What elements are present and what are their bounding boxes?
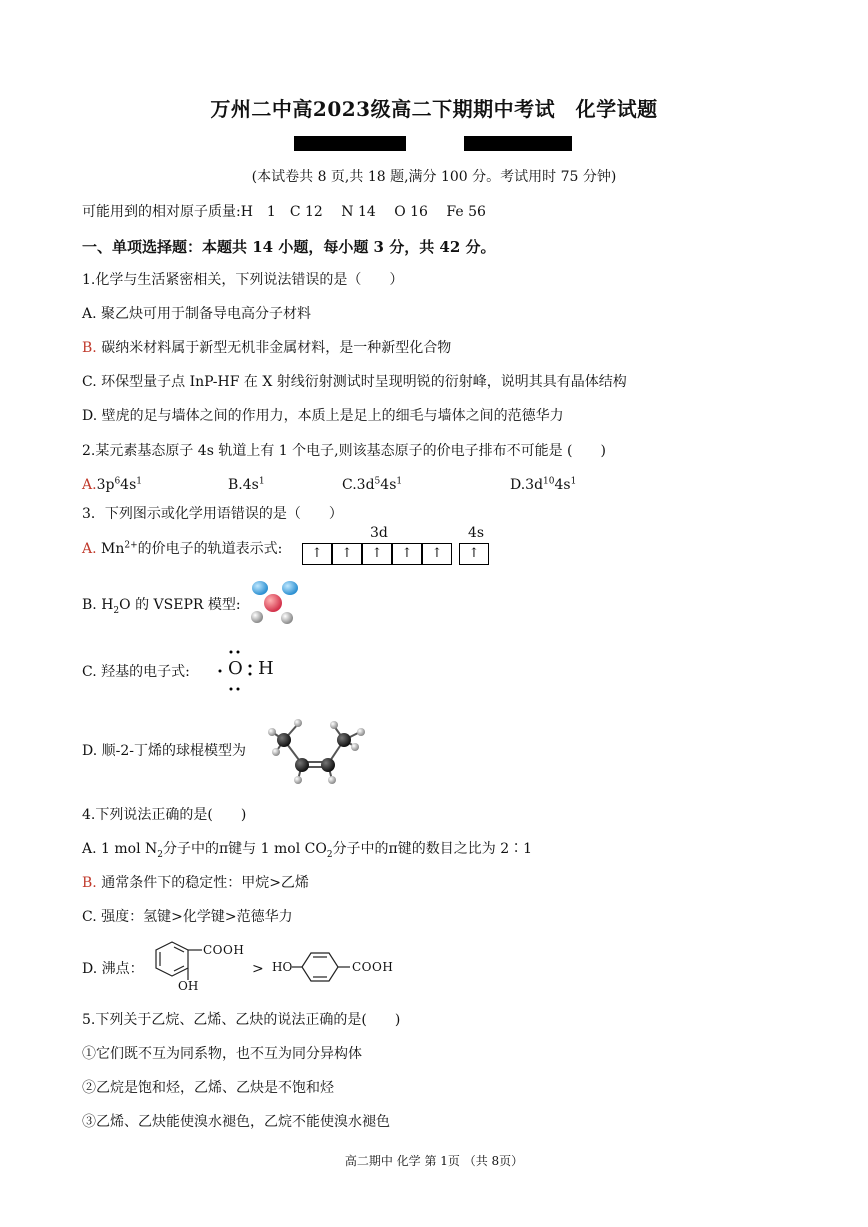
superscript: 1 (136, 476, 142, 487)
question-3-option-b (82, 596, 241, 614)
option-text: 的价电子的轨道表示式: (137, 541, 283, 557)
question-2-stem: 2.某元素基态原子 4s 轨道上有 1 个电子,则该基态原子的价电子排布不可能是 ( ) (82, 443, 606, 459)
superscript: 10 (543, 476, 555, 487)
para-hydroxybenzoic-acid-structure (292, 950, 352, 984)
question-1-option-b (82, 339, 451, 357)
cis-2-butene-model (262, 712, 370, 786)
option-letter: A. (82, 477, 97, 493)
question-4-stem: 4.下列说法正确的是( ) (82, 807, 247, 823)
option-text: Mn (96, 541, 125, 557)
question-4-option-b (82, 874, 309, 892)
option-text: 碳纳米材料属于新型无机非金属材料，是一种新型化合物 (96, 340, 452, 356)
orbital-label-4s: 4s (468, 525, 485, 541)
option-text: 分子中的π键的数目之比为 2∶1 (332, 841, 533, 857)
ho-label: HO (272, 960, 293, 974)
question-4-option-a (82, 840, 532, 858)
option-text: C.3d (342, 477, 375, 493)
hydroxyl-electron-formula (216, 646, 280, 694)
question-1-stem: 1.化学与生活紧密相关，下列说法错误的是（ ） (82, 272, 404, 288)
orbital-box: ↑ (332, 543, 362, 565)
oh-label: OH (178, 979, 199, 993)
question-2-option-c (342, 476, 402, 494)
option-text: B.4s (228, 477, 259, 493)
question-2-option-b (228, 476, 265, 494)
exam-info: (本试卷共 8 页,共 18 题,满分 100 分。考试用时 75 分钟) (251, 169, 617, 185)
question-5-stem: 5.下列关于乙烷、乙烯、乙炔的说法正确的是( ) (82, 1012, 401, 1028)
question-3-option-a (82, 540, 282, 558)
subscript: 2 (326, 849, 333, 860)
option-letter: B. (82, 340, 97, 356)
option-text: 3p (96, 477, 115, 493)
question-5-statement-1: ①它们既不互为同系物，也不互为同分异构体 (82, 1046, 362, 1062)
vsepr-model-image (246, 576, 306, 628)
superscript: 5 (374, 476, 381, 487)
superscript: 1 (396, 476, 403, 487)
section-heading: 一、单项选择题：本题共 14 小题，每小题 3 分，共 42 分。 (82, 238, 496, 256)
superscript: 1 (570, 476, 577, 487)
question-1-option-c: C. 环保型量子点 InP-HF 在 X 射线衍射测试时呈现明锐的衍射峰，说明其具有晶体结构 (82, 374, 627, 390)
question-1-option-a: A. 聚乙炔可用于制备导电高分子材料 (82, 306, 312, 322)
orbital-box: ↑ (459, 543, 489, 565)
superscript: 2+ (124, 540, 138, 551)
electron-dots (216, 646, 280, 694)
cooh-label: COOH (203, 943, 245, 957)
orbital-box: ↑ (362, 543, 392, 565)
question-3-stem: 3．下列图示或化学用语错误的是（ ） (82, 506, 343, 522)
question-3-option-d: D. 顺-2-丁烯的球棍模型为 (82, 743, 246, 759)
option-text: B. H (82, 597, 114, 613)
orbital-box: ↑ (422, 543, 452, 565)
orbital-box: ↑ (392, 543, 422, 565)
question-4-option-c: C. 强度：氢键>化学键>范德华力 (82, 909, 293, 925)
cooh-label: COOH (352, 960, 394, 974)
question-3-option-c: C. 羟基的电子式: (82, 664, 190, 680)
question-5-statement-2: ②乙烷是饱和烃，乙烯、乙炔是不饱和烃 (82, 1080, 334, 1096)
superscript: 6 (114, 476, 121, 487)
orbital-label-3d: 3d (370, 525, 388, 541)
question-5-statement-3: ③乙烯、乙炔能使溴水褪色，乙烷不能使溴水褪色 (82, 1114, 390, 1130)
option-text: O 的 VSEPR 模型: (119, 597, 241, 613)
redacted-id-bar (464, 136, 572, 151)
subscript: 2 (157, 849, 163, 860)
question-4-option-d: D. 沸点： (82, 961, 144, 977)
orbital-box: ↑ (302, 543, 332, 565)
oxygen-symbol: O (228, 658, 243, 679)
option-text: 4s (380, 477, 397, 493)
option-text: 分子中的π键与 1 mol CO (162, 841, 327, 857)
redacted-name-bar (294, 136, 406, 151)
option-text: D.3d (510, 477, 544, 493)
question-2-option-d (510, 476, 576, 494)
option-letter: B. (82, 875, 97, 891)
option-text: 通常条件下的稳定性：甲烷>乙烯 (96, 875, 309, 891)
option-text: A. 1 mol N (82, 841, 158, 857)
superscript: 1 (258, 476, 265, 487)
page-title: 万州二中高2023级高二下期期中考试 化学试题 (210, 97, 658, 121)
option-text: 4s (554, 477, 571, 493)
hydrogen-symbol: H (258, 658, 274, 679)
question-2-option-a (82, 476, 142, 494)
subscript: 2 (113, 605, 120, 616)
greater-than: > (252, 961, 264, 977)
atomic-masses: 可能用到的相对原子质量:H 1 C 12 N 14 O 16 Fe 56 (82, 204, 486, 220)
page-footer: 高二期中 化学 第 1页 （共 8页） (344, 1154, 524, 1168)
option-letter: A. (82, 541, 97, 557)
option-text: 4s (120, 477, 137, 493)
question-1-option-d: D. 壁虎的足与墙体之间的作用力，本质上是足上的细毛与墙体之间的范德华力 (82, 408, 564, 424)
